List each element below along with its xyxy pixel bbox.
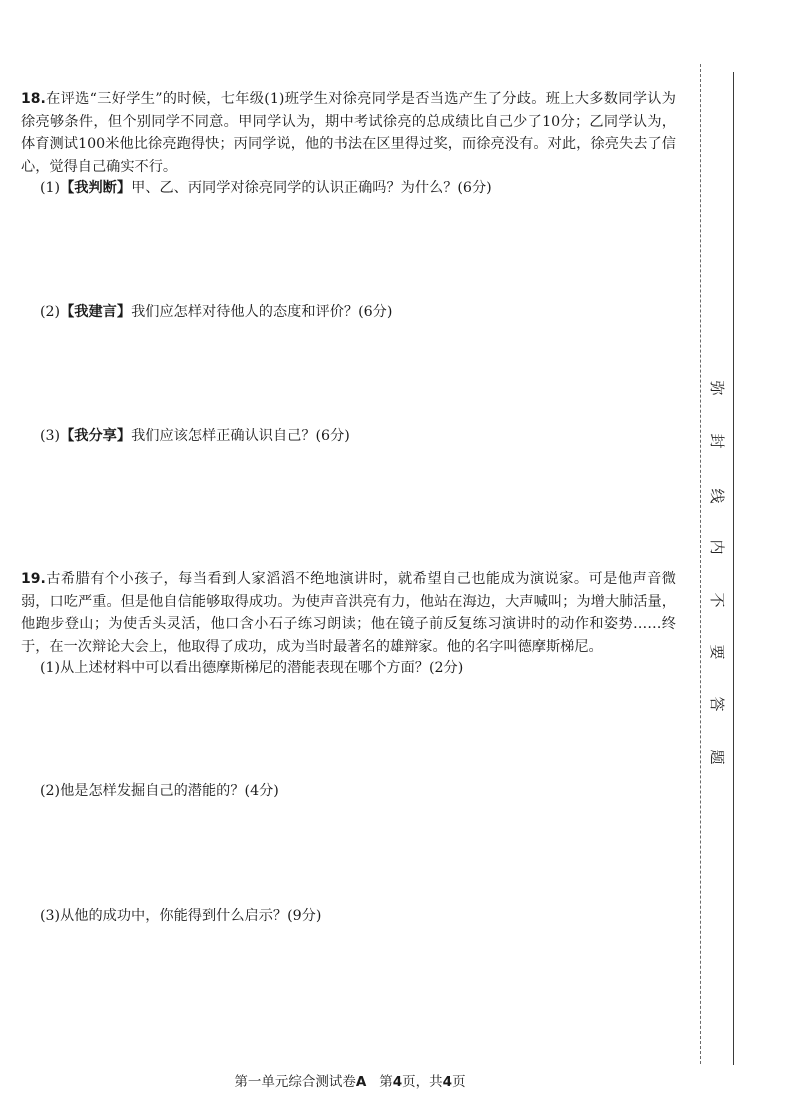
q18-sub-3: (3)【我分享】我们应该怎样正确认识自己？(6分) — [40, 428, 350, 444]
binding-dashed-line — [700, 64, 701, 1064]
q18-sub-1: (1)【我判断】甲、乙、丙同学对徐亮同学的认识正确吗？为什么？(6分) — [40, 180, 492, 196]
question-number: 19. — [21, 571, 46, 587]
seal-char: 内 — [708, 539, 726, 555]
seal-char: 弥 — [708, 380, 726, 396]
sub-label: 【我建言】 — [60, 304, 132, 320]
page-footer: 第一单元综合测试卷A 第4页，共4页 — [234, 1074, 466, 1090]
seal-char: 题 — [708, 749, 726, 765]
sub-label: 【我分享】 — [60, 428, 132, 444]
seal-char: 封 — [708, 433, 726, 449]
q19-sub-2: (2)他是怎样发掘自己的潜能的？(4分) — [40, 783, 279, 799]
q19-sub-1: (1)从上述材料中可以看出德摩斯梯尼的潜能表现在哪个方面？(2分) — [40, 660, 464, 676]
question-18 — [21, 88, 676, 178]
question-19 — [21, 568, 676, 658]
q18-sub-2: (2)【我建言】我们应怎样对待他人的态度和评价？(6分) — [40, 304, 393, 320]
seal-char: 线 — [708, 488, 726, 504]
exam-title: 第一单元综合测试卷 — [234, 1074, 356, 1090]
q19-sub-3: (3)从他的成功中，你能得到什么启示？(9分) — [40, 908, 322, 924]
question-stem: 古希腊有个小孩子，每当看到人家滔滔不绝地演讲时，就希望自己也能成为演说家。可是他声音微弱，口吃严重。但是他自信能够取得成功。为使声音洪亮有力，他站在海边，大声喊叫；为增大肺活量，他跑步登山；为使舌头灵活，他口含小石子练习朗读；他在镜子前反复练习演讲时的动作和姿势……终于，在一次辩论大会上，他取得了成功，成为当时最著名的雄辩家。他的名字叫德摩斯梯尼。 — [21, 571, 676, 655]
question-stem: 在评选“三好学生”的时候，七年级(1)班学生对徐亮同学是否当选产生了分歧。班上大多数同学认为徐亮够条件，但个别同学不同意。甲同学认为，期中考试徐亮的总成绩比自己少了10分；乙同学认为，体育测试100米他比徐亮跑得快；丙同学说，他的书法在区里得过奖，而徐亮没有。对此，徐亮失去了信心，觉得自己确实不行。 — [21, 91, 676, 175]
binding-solid-line — [733, 72, 734, 1065]
exam-version: A — [355, 1074, 367, 1090]
question-number: 18. — [21, 91, 46, 107]
seal-char: 答 — [708, 696, 726, 712]
sub-label: 【我判断】 — [60, 180, 132, 196]
page-total: 4 — [442, 1074, 453, 1090]
seal-char: 要 — [708, 644, 726, 660]
seal-char: 不 — [708, 592, 726, 608]
page-current: 4 — [392, 1074, 403, 1090]
